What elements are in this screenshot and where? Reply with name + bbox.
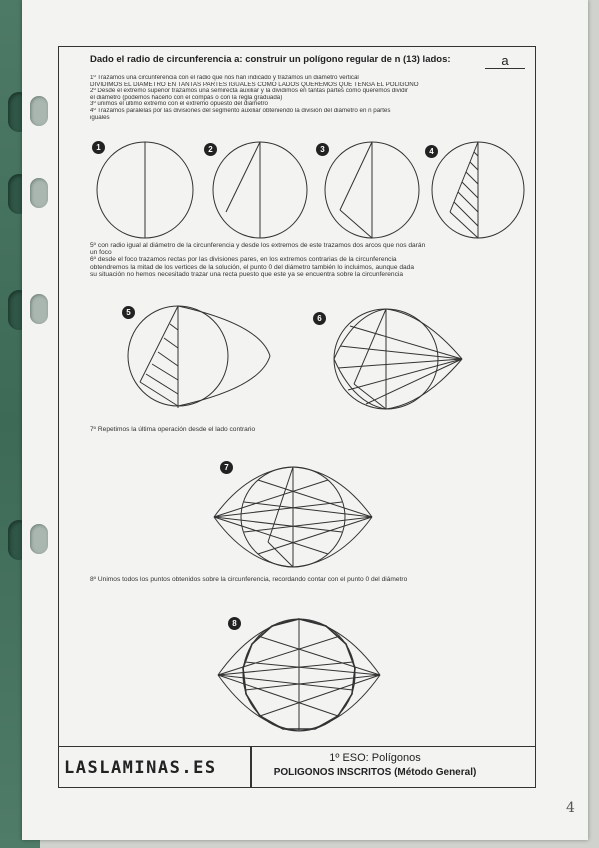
figure-number-badge: 7: [220, 461, 233, 474]
punch-hole: [30, 178, 48, 208]
figure-5-arcs-focus: [110, 304, 280, 414]
step-line: 3º unimos el último extremo con el extremo opuesto del diámetro: [90, 101, 269, 108]
course-label: 1º ESO: Polígonos: [329, 752, 421, 764]
step-line: el diámetro (podemos hacerlo con el compás o con la regla graduada): [90, 94, 283, 101]
step-line: 4º Trazamos paralelas por las divisiones del segmento auxiliar obteniendo la división del diámetro en n partes: [90, 107, 391, 114]
figure-number-badge: 3: [316, 143, 329, 156]
figure-1-circle-diameter: [93, 140, 197, 240]
sheet-subtitle: POLIGONOS INSCRITOS (Método General): [273, 767, 477, 778]
instructions-steps-1-4: [90, 75, 530, 121]
footer-divider: [250, 746, 252, 788]
step-line: 2º Desde el extremo superior trazamos una semirecta auxiliar y la dividimos en tantas partes como queremos dividir: [90, 88, 408, 95]
handwritten-page-number: 4: [566, 800, 575, 816]
figure-number-badge: 6: [313, 312, 326, 325]
step-line: obtendremos la mitad de los vertices de la solución, el punto 0 del diámetro también lo incluimos, aunque dada: [90, 263, 415, 271]
figure-number-badge: 4: [425, 145, 438, 158]
step-line: su situación no hemos necesitado trazar una recta puesto que este ya se encuentra sobre la circunferencia: [90, 270, 404, 278]
figure-8-polygon-13: [214, 614, 384, 736]
figure-6-focus-rays: [314, 304, 474, 414]
site-logo: LASLAMINAS.ES: [64, 758, 217, 778]
figure-number-badge: 5: [122, 306, 135, 319]
figure-4-parallels: [428, 140, 532, 240]
figure-3-join-endpoints: [320, 140, 424, 240]
punch-hole: [30, 96, 48, 126]
figure-number-badge: 8: [228, 617, 241, 630]
instructions-steps-5-6: [90, 242, 530, 278]
punch-hole: [30, 524, 48, 554]
figure-7-mirrored-rays: [208, 462, 378, 572]
step-line: iguales: [90, 114, 110, 121]
figure-number-badge: 1: [92, 141, 105, 154]
figure-2-auxiliary-ray: [208, 140, 312, 240]
step-8-text: 8º Unimos todos los puntos obtenidos sobre la circunferencia, recordando contar con el punto 0 del diámetro: [90, 576, 408, 583]
step-line: 6º desde el foco trazamos rectas por las divisiones pares, en los extremos contrarias de la circunferencia: [90, 256, 397, 264]
step-line: un foco: [90, 249, 112, 257]
step-7-text: 7º Repetimos la última operación desde el lado contrario: [90, 426, 256, 433]
step-line: 5º con radio igual al diámetro de la circunferencia y desde los extremos de este trazamos dos arcos que nos darán: [90, 242, 426, 249]
step-line: 1º Trazamos una circunferencia con el radio que nos han indicado y trazamos un diámetro vertical: [90, 75, 359, 81]
radius-variable: a: [485, 53, 525, 69]
step-line: DIVIDIMOS EL DIAMETRO EN TANTAS PARTES IGUALES COMO LADOS QUEREMOS QUE TENGA EL POLIGONO: [90, 81, 419, 88]
figure-number-badge: 2: [204, 143, 217, 156]
sheet-title: Dado el radio de circunferencia a: construir un polígono regular de n (13) lados:: [90, 54, 451, 65]
punch-hole: [30, 294, 48, 324]
